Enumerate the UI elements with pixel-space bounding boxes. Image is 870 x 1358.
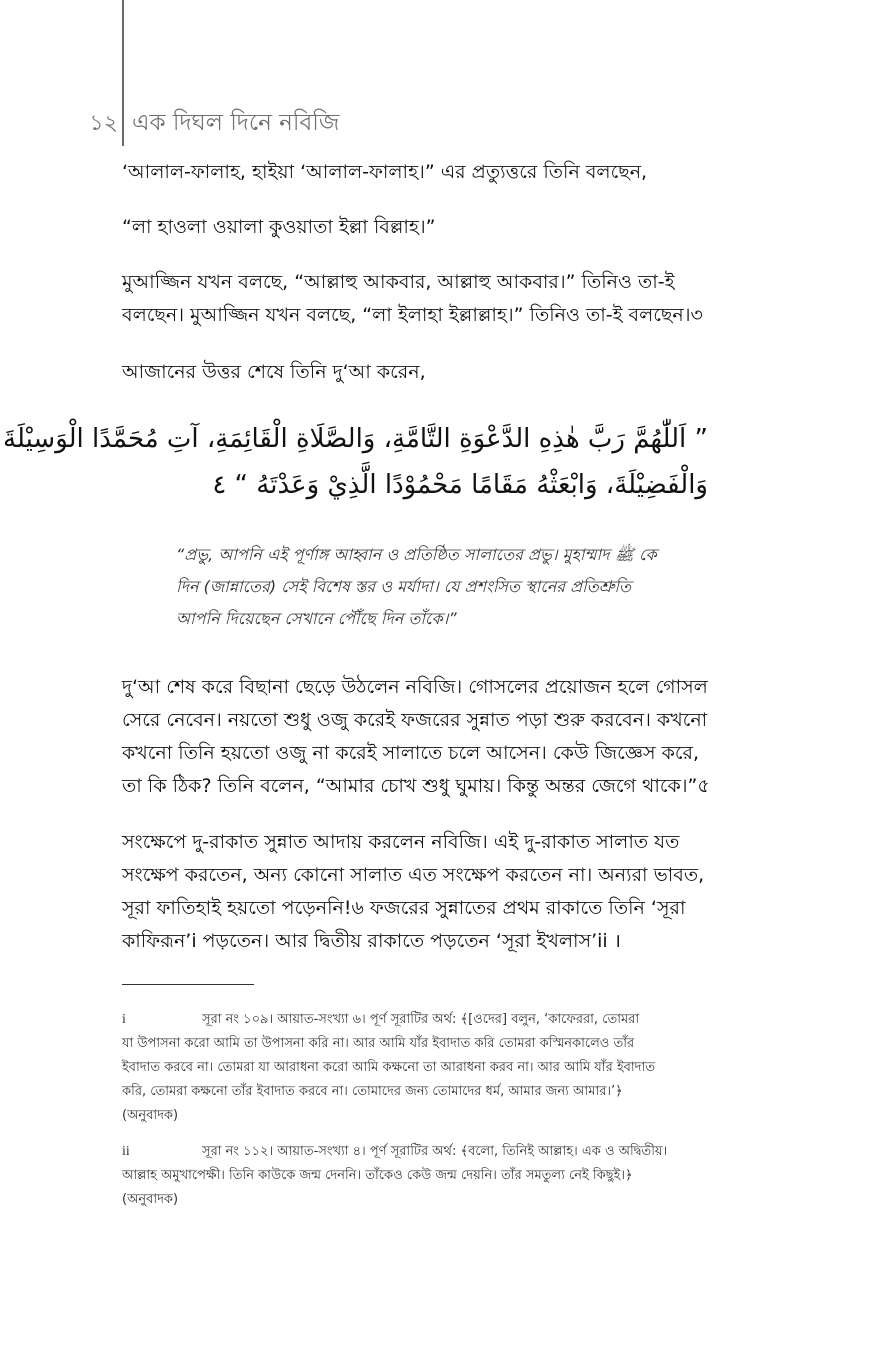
- footnote-marker: ii: [122, 1144, 130, 1159]
- footnote-line: আল্লাহ অমুখাপেক্ষী। তিনি কাউকে জন্ম দেননি। তাঁকেও কেউ জন্ম দেয়নি। তাঁর সমতুল্য নেই কিছুই।﴿: [122, 1168, 633, 1183]
- footnote-line: (অনুবাদক): [122, 1108, 179, 1123]
- footnote-marker: i: [122, 1012, 126, 1027]
- translation-line: আপনি দিয়েছেন সেখানে পৌঁছে দিন তাঁকে।”: [176, 609, 457, 628]
- paragraph-line: সংক্ষেপে দু-রাকাত সুন্নাত আদায় করলেন নবিজি। এই দু-রাকাত সালাত যত: [122, 831, 680, 853]
- paragraph-line: বলছেন। মুআজ্জিন যখন বলছে, “লা ইলাহা ইল্লাল্লাহ।” তিনিও তা-ই বলছেন।৩: [122, 304, 703, 326]
- paragraph-line: দু‘আ শেষ করে বিছানা ছেড়ে উঠলেন নবিজি। গোসলের প্রয়োজন হলে গোসল: [122, 676, 708, 698]
- footnote-line: করি, তোমরা কক্ষনো তাঁর ইবাদাত করবে না। তোমাদের জন্য তোমাদের ধর্ম, আমার জন্য আমার।’﴿: [122, 1084, 623, 1099]
- arabic-line: ” اَللّٰهُمَّ رَبَّ هٰذِهِ الدَّعْوَةِ التَّامَّةِ، وَالصَّلَاةِ الْقَائِمَةِ، آتِ مُحَمَّدًا الْوَسِيْلَةَ: [3, 424, 708, 454]
- paragraph-2: “লা হাওলা ওয়ালা কুওয়াতা ইল্লা বিল্লাহ।”: [122, 216, 436, 238]
- dua-translation: [176, 539, 716, 635]
- paragraph-3: [122, 266, 742, 332]
- paragraph-line: তা কি ঠিক? তিনি বলেন, “আমার চোখ শুধু ঘুমায়। কিন্তু অন্তর জেগে থাকে।”৫: [122, 775, 710, 797]
- footnote-ii: [122, 1140, 748, 1212]
- paragraph-1: ‘আলাল-ফালাহ, হাইয়া ‘আলাল-ফালাহ।” এর প্রত্যুত্তরে তিনি বলছেন,: [122, 161, 648, 183]
- book-title: এক দিঘল দিনে নবিজি: [132, 110, 340, 136]
- arabic-dua: [3, 416, 708, 508]
- paragraph-line: মুআজ্জিন যখন বলছে, “আল্লাহু আকবার, আল্লাহু আকবার।” তিনিও তা-ই: [122, 271, 675, 293]
- footnote-line: ইবাদাত করবে না। তোমরা যা আরাধনা করো আমি কক্ষনো তা আরাধনা করব না। আর আমি যাঁর ইবাদাত: [122, 1060, 655, 1075]
- paragraph-line: সংক্ষেপ করতেন, অন্য কোনো সালাত এত সংক্ষেপ করতেন না। অন্যরা ভাবত,: [122, 864, 705, 886]
- paragraph-5: [122, 671, 742, 803]
- paragraph-4: আজানের উত্তর শেষে তিনি দু‘আ করেন,: [122, 361, 426, 383]
- paragraph-line: সূরা ফাতিহাই হয়তো পড়েননি!৬ ফজরের সুন্নাতের প্রথম রাকাতে তিনি ‘সূরা: [122, 897, 686, 919]
- footnote-line: যা উপাসনা করো আমি তা উপাসনা করি না। আর আমি যাঁর ইবাদাত করি তোমরা কস্মিনকালেও তাঁর: [122, 1036, 635, 1051]
- footnote-i: [122, 1008, 748, 1128]
- page-number: ১২: [89, 111, 118, 136]
- footnote-separator: [122, 984, 254, 985]
- footnote-line: সূরা নং ১০৯। আয়াত-সংখ্যা ৬। পূর্ণ সূরাটির অর্থ: ﴾[ওদের] বলুন, ‘কাফেররা, তোমরা: [202, 1012, 640, 1027]
- footnote-line: (অনুবাদক): [122, 1192, 179, 1207]
- translation-line: দিন (জান্নাতের) সেই বিশেষ স্তর ও মর্যাদা। যে প্রশংসিত স্থানের প্রতিশ্রুতি: [176, 577, 632, 596]
- translation-line: “প্রভু, আপনি এই পূর্ণাঙ্গ আহ্বান ও প্রতিষ্ঠিত সালাতের প্রভু। মুহাম্মাদ ﷺ কে: [176, 545, 657, 564]
- paragraph-line: সেরে নেবেন। নয়তো শুধু ওজু করেই ফজরের সুন্নাত পড়া শুরু করবেন। কখনো: [122, 709, 708, 731]
- running-header: [0, 104, 870, 138]
- arabic-line: وَالْفَضِيْلَةَ، وَابْعَثْهُ مَقَامًا مَحْمُوْدًا الَّذِيْ وَعَدْتَهُ “ ٤: [212, 470, 708, 500]
- paragraph-line: কখনো তিনি হয়তো ওজু না করেই সালাতে চলে আসেন। কেউ জিজ্ঞেস করে,: [122, 742, 699, 764]
- paragraph-6: [122, 826, 742, 958]
- paragraph-line: কাফিরূন’i পড়তেন। আর দ্বিতীয় রাকাতে পড়তেন ‘সূরা ইখলাস’ii ।: [122, 930, 621, 952]
- footnote-line: সূরা নং ১১২। আয়াত-সংখ্যা ৪। পূর্ণ সূরাটির অর্থ: ﴾বলো, তিনিই আল্লাহ। এক ও অদ্বিতীয়।: [202, 1144, 668, 1159]
